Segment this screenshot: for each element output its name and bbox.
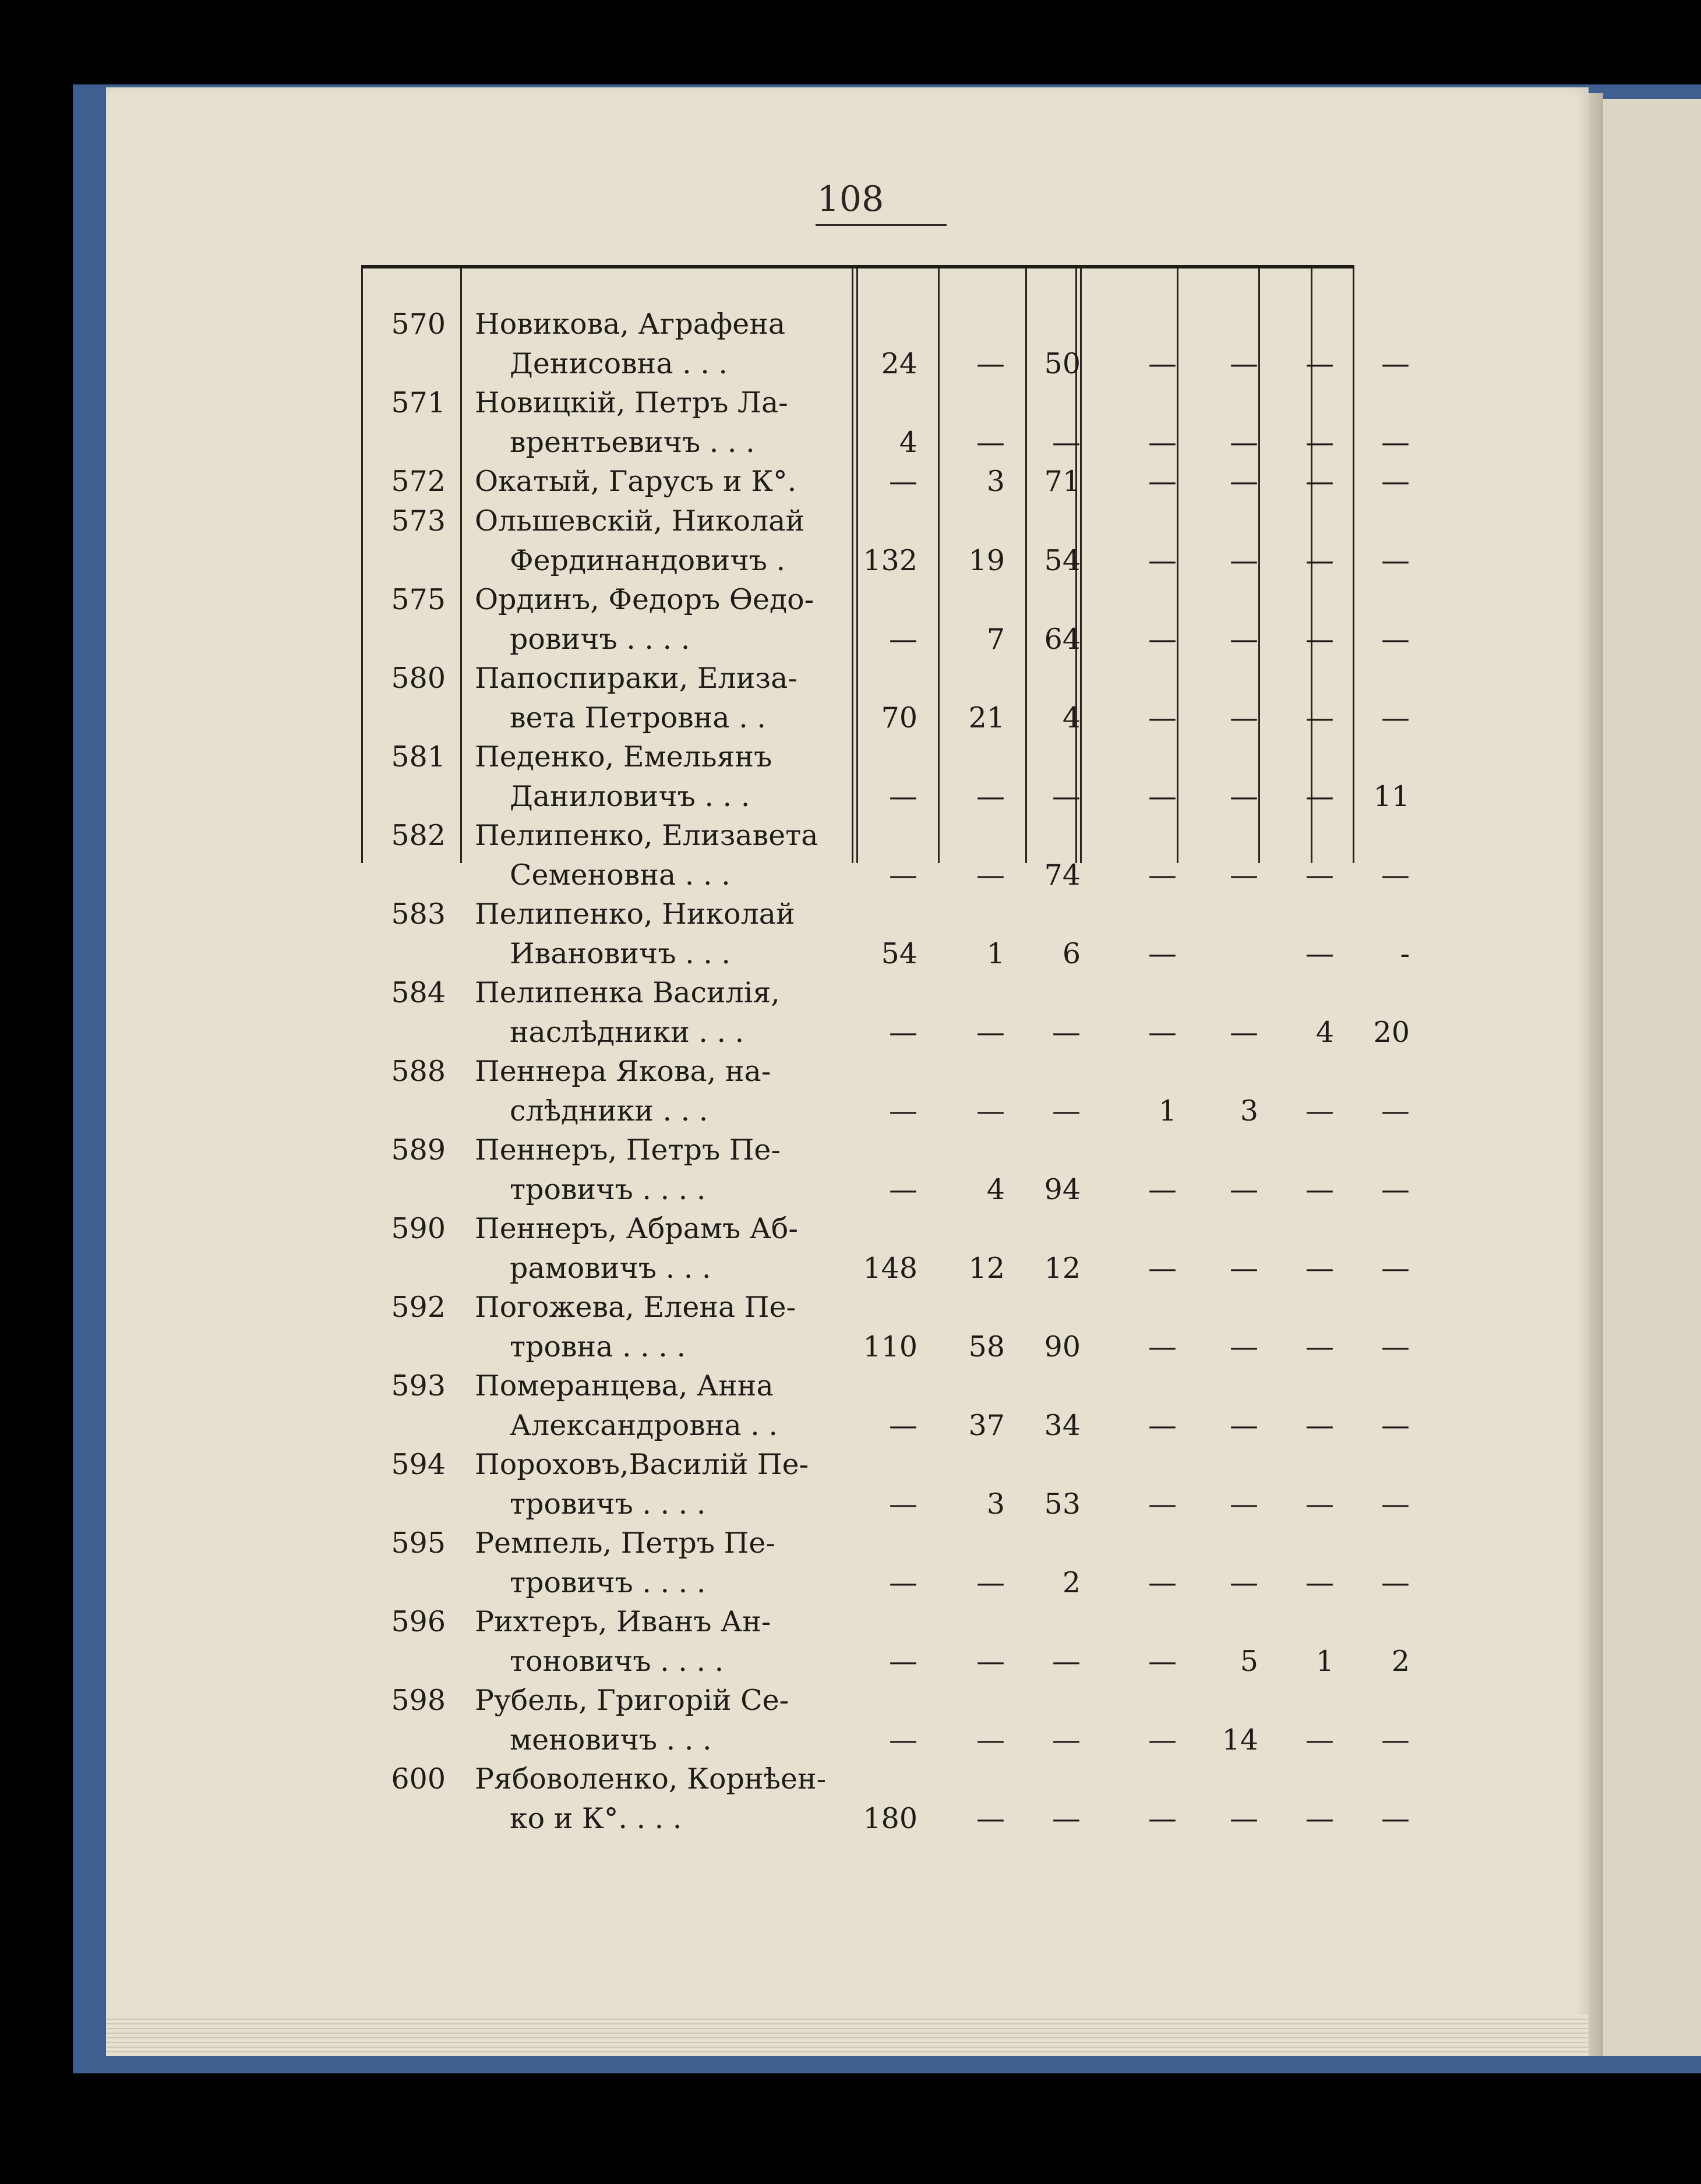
entry-name-line2: тровичъ . . . . (510, 1566, 706, 1599)
value-col4: — (1148, 1566, 1177, 1599)
value-col3: 90 (1044, 1330, 1081, 1363)
entry-name-line2: тоновичъ . . . . (510, 1645, 724, 1678)
page-stack (106, 2015, 1589, 2056)
value-col7: — (1381, 1330, 1410, 1363)
value-col6: — (1305, 544, 1334, 577)
value-col5: — (1230, 426, 1258, 459)
value-col3: 12 (1044, 1252, 1081, 1285)
value-col1: — (889, 780, 917, 813)
value-col7: 20 (1373, 1016, 1410, 1049)
value-col6: — (1305, 1330, 1334, 1363)
value-col5: 14 (1222, 1723, 1258, 1757)
value-col4: — (1148, 1330, 1177, 1363)
entry-number: 588 (391, 1055, 446, 1088)
table-row (0, 1685, 1701, 1764)
value-col7: — (1381, 1723, 1410, 1757)
value-col3: 2 (1062, 1566, 1081, 1599)
value-col1: — (889, 1409, 917, 1442)
value-col1: 24 (881, 347, 917, 380)
value-col4: — (1148, 701, 1177, 734)
value-col3: 4 (1062, 701, 1081, 734)
value-col2: 21 (968, 701, 1005, 734)
value-col4: — (1148, 426, 1177, 459)
value-col5: — (1230, 1330, 1258, 1363)
entry-name-line1: Рябоволенко, Корнѣен- (475, 1762, 827, 1796)
value-col1: 54 (881, 937, 917, 970)
entry-name-line1: Ольшевскій, Николай (475, 504, 805, 538)
value-col3: — (1052, 1723, 1081, 1757)
entry-name-line2: Денисовна . . . (510, 347, 728, 380)
value-col1: — (889, 465, 917, 498)
table-row (0, 1213, 1701, 1292)
value-col1: — (889, 1173, 917, 1206)
value-col3: — (1052, 1645, 1081, 1678)
value-col5: — (1230, 858, 1258, 892)
value-col2: 19 (968, 544, 1005, 577)
entry-name-line1: Пелипенко, Николай (475, 897, 795, 931)
value-col2: — (976, 1016, 1005, 1049)
value-col3: — (1052, 1094, 1081, 1128)
table-row (0, 1528, 1701, 1606)
value-col7: — (1381, 858, 1410, 892)
value-col2: — (976, 780, 1005, 813)
entry-number: 571 (391, 386, 446, 419)
entry-number: 583 (391, 897, 446, 931)
entry-name-line1: Пеннера Якова, на- (475, 1055, 771, 1088)
value-col1: — (889, 1645, 917, 1678)
value-col4: — (1148, 1645, 1177, 1678)
value-col6: — (1305, 623, 1334, 656)
value-col3: — (1052, 780, 1081, 813)
value-col2: 1 (986, 937, 1005, 970)
value-col1: 180 (863, 1802, 917, 1835)
value-col5: — (1230, 544, 1258, 577)
table-row (0, 309, 1701, 387)
entry-number: 593 (391, 1369, 446, 1402)
value-col7: — (1381, 1566, 1410, 1599)
entry-name-line2: Даниловичъ . . . (510, 780, 750, 813)
entry-number: 590 (391, 1212, 446, 1245)
value-col2: 7 (986, 623, 1005, 656)
value-col1: 4 (899, 426, 917, 459)
value-col3: 34 (1044, 1409, 1081, 1442)
value-col6: — (1305, 347, 1334, 380)
value-col5: — (1230, 1566, 1258, 1599)
value-col5: — (1230, 1016, 1258, 1049)
value-col2: 3 (986, 1487, 1005, 1521)
table-row (0, 387, 1701, 466)
entry-name-line1: Новикова, Аграфена (475, 308, 786, 341)
table-row (0, 1370, 1701, 1449)
value-col6: — (1305, 426, 1334, 459)
value-col3: 53 (1044, 1487, 1081, 1521)
value-col6: — (1305, 1094, 1334, 1128)
entry-name-line1: Новицкій, Петръ Ла- (475, 386, 788, 419)
value-col6: — (1305, 780, 1334, 813)
value-col6: — (1305, 1252, 1334, 1285)
entry-name-line1: Ординъ, Федоръ Ѳедо- (475, 583, 814, 616)
table-row (0, 466, 1701, 506)
value-col4: — (1148, 1487, 1177, 1521)
entry-name-line1: Педенко, Емельянъ (475, 740, 772, 773)
value-col6: — (1305, 1487, 1334, 1521)
entry-name-line1: Пелипенко, Елизавета (475, 819, 818, 852)
entry-name-line1: Пеннеръ, Абрамъ Аб- (475, 1212, 798, 1245)
value-col2: — (976, 1645, 1005, 1678)
entry-number: 580 (391, 662, 446, 695)
entry-name-line2: Александровна . . (510, 1409, 778, 1442)
value-col4: — (1148, 858, 1177, 892)
value-col4: — (1148, 1802, 1177, 1835)
value-col2: — (976, 1723, 1005, 1757)
value-col1: — (889, 1016, 917, 1049)
value-col2: 58 (968, 1330, 1005, 1363)
entry-number: 595 (391, 1526, 446, 1560)
table-row (0, 1292, 1701, 1370)
value-col7: — (1381, 701, 1410, 734)
value-col4: — (1148, 1173, 1177, 1206)
value-col4: — (1148, 1016, 1177, 1049)
value-col5: — (1230, 623, 1258, 656)
entry-name-line1: Пороховъ,Василій Пе- (475, 1448, 809, 1481)
entry-name-line2: тровичъ . . . . (510, 1487, 706, 1521)
value-col2: 12 (968, 1252, 1005, 1285)
value-col7: 11 (1373, 780, 1410, 813)
value-col5: — (1230, 1173, 1258, 1206)
page-number-rule (816, 224, 947, 226)
value-col5: 5 (1240, 1645, 1258, 1678)
value-col1: 110 (863, 1330, 917, 1363)
value-col3: 54 (1044, 544, 1081, 577)
value-col7: — (1381, 1487, 1410, 1521)
value-col1: — (889, 858, 917, 892)
entry-number: 594 (391, 1448, 446, 1481)
value-col1: — (889, 1723, 917, 1757)
value-col4: — (1148, 347, 1177, 380)
value-col6: — (1305, 858, 1334, 892)
entry-name-line2: ровичъ . . . . (510, 623, 690, 656)
value-col5: — (1230, 701, 1258, 734)
entry-number: 600 (391, 1762, 446, 1796)
entry-number: 584 (391, 976, 446, 1009)
value-col7: — (1381, 1409, 1410, 1442)
value-col1: — (889, 1487, 917, 1521)
entry-number: 598 (391, 1684, 446, 1717)
value-col6: — (1305, 1802, 1334, 1835)
ledger-table (0, 309, 1701, 1842)
entry-number: 570 (391, 308, 446, 341)
entry-number: 572 (391, 465, 446, 498)
table-row (0, 663, 1701, 741)
value-col3: — (1052, 1016, 1081, 1049)
entry-name-line1: Папоспираки, Елиза- (475, 662, 797, 695)
value-col4: — (1148, 1723, 1177, 1757)
entry-name-line2: врентьевичъ . . . (510, 426, 755, 459)
value-col5: — (1230, 465, 1258, 498)
value-col2: — (976, 347, 1005, 380)
table-row (0, 741, 1701, 820)
value-col7: — (1381, 465, 1410, 498)
value-col1: 70 (881, 701, 917, 734)
value-col4: — (1148, 780, 1177, 813)
entry-number: 589 (391, 1133, 446, 1167)
value-col7: 2 (1391, 1645, 1410, 1678)
value-col7: — (1381, 1094, 1410, 1128)
entry-name-line2: рамовичъ . . . (510, 1252, 711, 1285)
value-col1: — (889, 1566, 917, 1599)
value-col7: — (1381, 426, 1410, 459)
value-col7: — (1381, 544, 1410, 577)
value-col7: — (1381, 1252, 1410, 1285)
value-col6: — (1305, 1173, 1334, 1206)
entry-name-line1: Рубель, Григорій Се- (475, 1684, 789, 1717)
entry-name-line2: ко и К°. . . . (510, 1802, 682, 1835)
entry-name-line1: Пелипенка Василія, (475, 976, 780, 1009)
value-col1: — (889, 623, 917, 656)
value-col7: — (1381, 1173, 1410, 1206)
table-row (0, 506, 1701, 584)
entry-number: 575 (391, 583, 446, 616)
value-col6: — (1305, 1723, 1334, 1757)
table-row (0, 1606, 1701, 1685)
value-col4: — (1148, 1252, 1177, 1285)
value-col7: — (1381, 623, 1410, 656)
entry-name-line2: слѣдники . . . (510, 1094, 708, 1128)
table-row (0, 820, 1701, 899)
table-row (0, 1056, 1701, 1135)
value-col4: — (1148, 623, 1177, 656)
value-col2: — (976, 426, 1005, 459)
value-col3: 6 (1062, 937, 1081, 970)
entry-name-line1: Пеннеръ, Петръ Пе- (475, 1133, 781, 1167)
entry-name-line2: Ивановичъ . . . (510, 937, 730, 970)
value-col5: — (1230, 780, 1258, 813)
value-col5: — (1230, 1409, 1258, 1442)
value-col7: — (1381, 347, 1410, 380)
entry-name-line2: Семеновна . . . (510, 858, 730, 892)
entry-name-line1: Рихтеръ, Иванъ Ан- (475, 1605, 771, 1638)
value-col5: — (1230, 1802, 1258, 1835)
value-col3: 50 (1044, 347, 1081, 380)
value-col3: — (1052, 426, 1081, 459)
entry-name-line1: Ремпель, Петръ Пе- (475, 1526, 775, 1560)
value-col2: — (976, 1566, 1005, 1599)
table-row (0, 1135, 1701, 1213)
entry-name-line1: Окатый, Гарусъ и К°. (475, 465, 797, 498)
value-col5: 3 (1240, 1094, 1258, 1128)
value-col4: 1 (1158, 1094, 1177, 1128)
value-col1: 148 (863, 1252, 917, 1285)
value-col1: 132 (863, 544, 917, 577)
entry-number: 592 (391, 1291, 446, 1324)
entry-name-line2: Фердинандовичъ . (510, 544, 786, 577)
page-number: 108 (817, 179, 884, 220)
entry-name-line2: меновичъ . . . (510, 1723, 712, 1757)
entry-name-line2: вета Петровна . . (510, 701, 766, 734)
entry-number: 582 (391, 819, 446, 852)
table-row (0, 584, 1701, 663)
value-col2: — (976, 858, 1005, 892)
entry-name-line1: Погожева, Елена Пе- (475, 1291, 796, 1324)
value-col3: 74 (1044, 858, 1081, 892)
entry-name-line2: наслѣдники . . . (510, 1016, 744, 1049)
value-col4: — (1148, 937, 1177, 970)
entry-number: 596 (391, 1605, 446, 1638)
value-col4: — (1148, 465, 1177, 498)
value-col6: — (1305, 1409, 1334, 1442)
value-col7: — (1381, 1802, 1410, 1835)
value-col1: — (889, 1094, 917, 1128)
value-col2: — (976, 1094, 1005, 1128)
value-col6: — (1305, 1566, 1334, 1599)
entry-number: 573 (391, 504, 446, 538)
value-col2: 3 (986, 465, 1005, 498)
value-col6: 1 (1315, 1645, 1334, 1678)
value-col6: — (1305, 937, 1334, 970)
value-col5: — (1230, 1487, 1258, 1521)
value-col6: — (1305, 465, 1334, 498)
table-row (0, 977, 1701, 1056)
value-col6: 4 (1315, 1016, 1334, 1049)
value-col3: 64 (1044, 623, 1081, 656)
table-row (0, 899, 1701, 977)
value-col2: — (976, 1802, 1005, 1835)
value-col6: — (1305, 701, 1334, 734)
value-col2: 4 (986, 1173, 1005, 1206)
value-col2: 37 (968, 1409, 1005, 1442)
value-col5: — (1230, 1252, 1258, 1285)
table-row (0, 1449, 1701, 1528)
value-col5: — (1230, 347, 1258, 380)
entry-name-line1: Померанцева, Анна (475, 1369, 774, 1402)
entry-name-line2: тровна . . . . (510, 1330, 686, 1363)
value-col4: — (1148, 1409, 1177, 1442)
table-row (0, 1764, 1701, 1842)
value-col4: — (1148, 544, 1177, 577)
entry-number: 581 (391, 740, 446, 773)
entry-name-line2: тровичъ . . . . (510, 1173, 706, 1206)
value-col3: 94 (1044, 1173, 1081, 1206)
value-col3: 71 (1044, 465, 1081, 498)
value-col7: - (1400, 937, 1410, 970)
value-col3: — (1052, 1802, 1081, 1835)
